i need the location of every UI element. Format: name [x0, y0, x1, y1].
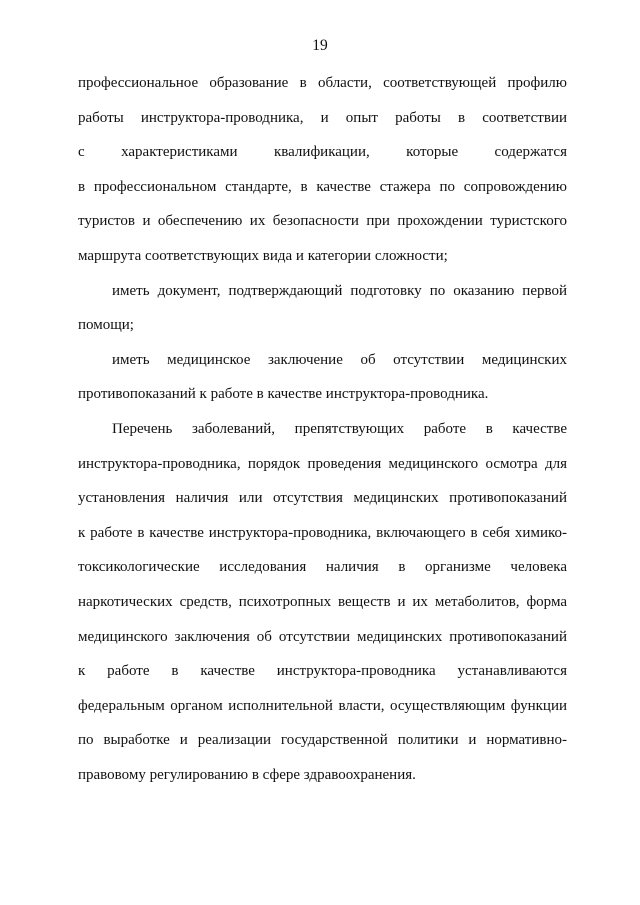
text-line: Перечень заболеваний, препятствующих работе в качестве: [112, 420, 567, 437]
text-line: токсикологические исследования наличия в организме человека: [78, 559, 567, 576]
text-line: по выработке и реализации государственной политики и нормативно-: [78, 732, 567, 749]
document-body: [78, 66, 567, 792]
text-line: установления наличия или отсутствия медицинских противопоказаний: [78, 490, 567, 507]
text-line: медицинского заключения об отсутствии медицинских противопоказаний: [78, 628, 567, 645]
text-line: в профессиональном стандарте, в качестве стажера по сопровождению: [78, 178, 567, 195]
text-line: противопоказаний к работе в качестве инструктора-проводника.: [78, 386, 489, 403]
text-line: инструктора-проводника, порядок проведения медицинского осмотра для: [78, 455, 567, 472]
text-line: маршрута соответствующих вида и категории сложности;: [78, 247, 448, 264]
text-line: к работе в качестве инструктора-проводника устанавливаются: [78, 663, 567, 680]
page-number: 19: [312, 37, 328, 54]
text-line: правовому регулированию в сфере здравоохранения.: [78, 766, 416, 783]
text-line: туристов и обеспечению их безопасности при прохождении туристского: [78, 213, 567, 230]
text-line: профессиональное образование в области, соответствующей профилю: [78, 75, 567, 91]
text-line: с характеристиками квалификации, которые содержатся: [78, 144, 567, 161]
text-line: наркотических средств, психотропных веществ и их метаболитов, форма: [78, 593, 567, 610]
text-line: федеральным органом исполнительной власти, осуществляющим функции: [78, 697, 567, 714]
text-line: иметь медицинское заключение об отсутствии медицинских: [112, 351, 567, 368]
text-line: иметь документ, подтверждающий подготовку по оказанию первой: [112, 282, 567, 299]
text-line: работы инструктора-проводника, и опыт работы в соответствии: [78, 109, 567, 126]
text-line: помощи;: [78, 317, 134, 334]
text-line: к работе в качестве инструктора-проводника, включающего в себя химико-: [78, 524, 567, 541]
